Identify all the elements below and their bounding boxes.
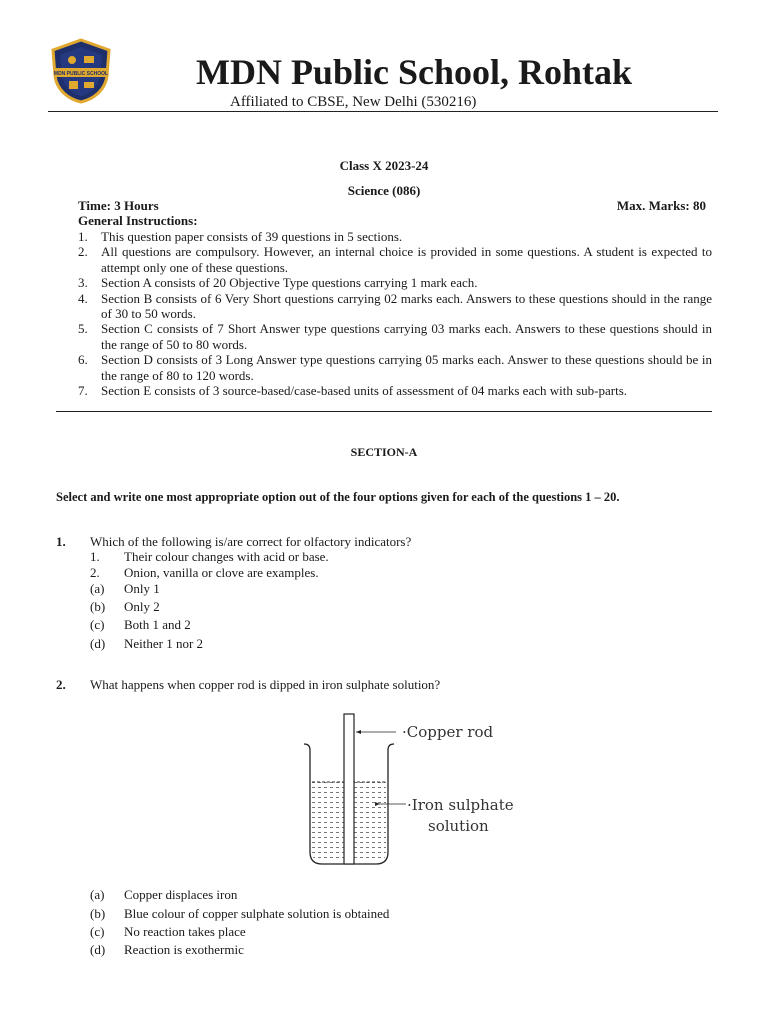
instruction-item: 2. All questions are compulsory. However, an internal choice is provided in some questions. A student is expected to attempt only one of these questions. [78, 244, 712, 275]
option-label: (b) [90, 906, 106, 921]
option-label: (c) [90, 617, 105, 632]
option-text: Reaction is exothermic [124, 942, 244, 957]
option-text: Both 1 and 2 [124, 617, 191, 632]
option-label: (a) [90, 887, 105, 902]
header-divider [48, 111, 718, 112]
option-text: Neither 1 nor 2 [124, 636, 204, 651]
instruction-item: 7. Section E consists of 3 source-based/case-based units of assessment of 04 marks each with sub-parts. [78, 383, 628, 399]
instructions-divider [56, 411, 712, 412]
instructions-heading: General Instructions: [78, 213, 198, 228]
instruction-item: 4. Section B consists of 6 Very Short questions carrying 02 marks each. Answers to these questions should in the range of 30 to 50 words. [78, 290, 712, 322]
exam-class: Class X 2023-24 [339, 158, 429, 173]
option-label: (a) [90, 581, 105, 596]
instruction-item: 5. Section C consists of 7 Short Answer type questions carrying 03 marks each. Answers to these questions should in the range of 50 to 80 words. [78, 321, 712, 352]
exam-max-marks: Max. Marks: 80 [616, 198, 706, 213]
exam-subject: Science (086) [347, 183, 421, 198]
question-text: Which of the following is/are correct for olfactory indicators? [90, 534, 412, 549]
exam-time: Time: 3 Hours [78, 198, 159, 213]
figure-label-rod: ·Copper rod [402, 723, 494, 741]
logo-text: MDN PUBLIC SCHOOL [53, 71, 109, 77]
school-name: MDN Public School, Rohtak [195, 52, 633, 92]
section-directive: Select and write one most appropriate option out of the four options given for each of the questions 1 – 20. [56, 490, 620, 504]
option-text: Only 2 [124, 599, 160, 614]
affiliation: Affiliated to CBSE, New Delhi (530216) [230, 94, 477, 110]
option-text: No reaction takes place [124, 924, 246, 939]
option-label: (d) [90, 942, 106, 957]
figure-label-solution-1: ·Iron sulphate [407, 796, 514, 814]
statement-text: Their colour changes with acid or base. [124, 549, 329, 564]
option-label: (d) [90, 636, 106, 651]
statement-text: Onion, vanilla or clove are examples. [124, 565, 319, 580]
instruction-item: 6. Section D consists of 3 Long Answer type questions carrying 05 marks each. Answer to these questions should be in the range of 80 to 120 words. [78, 352, 712, 383]
statement-number: 2. [90, 565, 100, 580]
option-text: Copper displaces iron [124, 887, 238, 902]
instructions-list [78, 229, 712, 398]
option-label: (b) [90, 599, 106, 614]
instruction-item: 3. Section A consists of 20 Objective Type questions carrying 1 mark each. [78, 275, 478, 291]
section-title: SECTION-A [350, 445, 418, 459]
figure-label-solution-2: solution [428, 817, 489, 835]
instruction-item: 1. This question paper consists of 39 questions in 5 sections. [78, 229, 403, 244]
question-text: What happens when copper rod is dipped in iron sulphate solution? [90, 677, 441, 692]
question-number: 1. [56, 534, 66, 549]
option-label: (c) [90, 924, 105, 939]
question-number: 2. [56, 677, 66, 692]
option-text: Blue colour of copper sulphate solution is obtained [124, 906, 390, 921]
option-text: Only 1 [124, 581, 160, 596]
statement-number: 1. [90, 549, 100, 564]
